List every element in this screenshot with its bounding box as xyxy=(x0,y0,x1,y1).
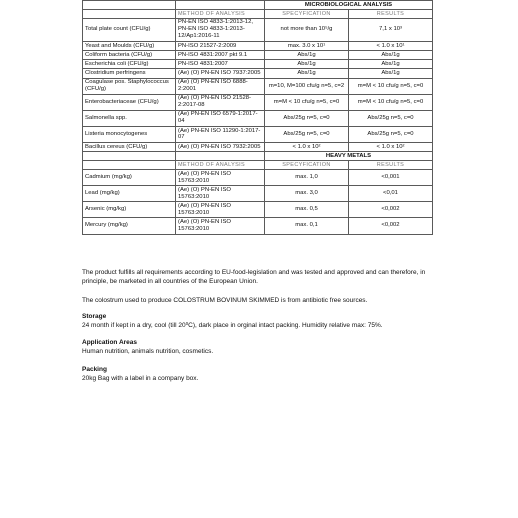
result-value: m=M < 10 cfu/g n=5, c=0 xyxy=(349,94,433,110)
analyte-name: Clostridium perfringens xyxy=(83,69,176,78)
micro-row xyxy=(83,41,433,50)
analyte-name: Coagulase pos. Staphylococcus (CFU/g) xyxy=(83,78,176,94)
result-value: Abs/1g xyxy=(349,60,433,69)
specification-value: Abs/1g xyxy=(265,69,349,78)
method-value: (Ae) PN-EN ISO 11290-1:2017-07 xyxy=(176,126,265,142)
metals-spec-header: SPECYFICATION xyxy=(265,161,349,170)
colostrum-note-text: The colostrum used to produce COLOSTRUM BOVINUM SKIMMED is from antibiotic free sources. xyxy=(82,297,368,304)
method-value: (Ae) (O) PN-EN ISO 21528-2:2017-08 xyxy=(176,94,265,110)
metals-header-row xyxy=(83,161,433,170)
storage-text: 24 month if kept in a dry, cool (till 20⁰C), dark place in orginal intact packing. Humidity relative max: 75%. xyxy=(82,322,383,330)
micro-row xyxy=(83,69,433,78)
method-value: (Ae) (O) PN-EN ISO 7932:2005 xyxy=(176,143,265,152)
blank-cell xyxy=(83,152,176,161)
specification-value: Abs/25g n=5, c=0 xyxy=(265,110,349,126)
micro-title-row xyxy=(83,1,433,10)
analyte-name: Lead (mg/kg) xyxy=(83,186,176,202)
analyte-name: Enterobacteriaceae (CFU/g) xyxy=(83,94,176,110)
specification-value: max. 0,5 xyxy=(265,202,349,218)
analyte-name: Cadmium (mg/kg) xyxy=(83,170,176,186)
method-value: (Ae) (O) PN-EN ISO 15763:2010 xyxy=(176,202,265,218)
micro-header-row xyxy=(83,10,433,19)
colostrum-note xyxy=(82,296,432,305)
application-section xyxy=(82,338,432,357)
application-text: Human nutrition, animals nutrition, cosmetics. xyxy=(82,348,214,356)
method-value: (Ae) (O) PN-EN ISO 7937:2005 xyxy=(176,69,265,78)
analyte-name: Escherichia coli (CFU/g) xyxy=(83,60,176,69)
result-value: Abs/25g n=5, c=0 xyxy=(349,110,433,126)
specification-value: m=M < 10 cfu/g n=5, c=0 xyxy=(265,94,349,110)
method-value: PN-ISO 4831:2007 pkt 9.1 xyxy=(176,51,265,60)
specification-value: max. 3,0 xyxy=(265,186,349,202)
micro-row xyxy=(83,51,433,60)
method-value: (Ae) (O) PN-EN ISO 6888-2:2001 xyxy=(176,78,265,94)
blank-cell xyxy=(83,1,176,10)
compliance-statement xyxy=(82,268,432,287)
micro-row xyxy=(83,110,433,126)
analyte-name: Salmonella spp. xyxy=(83,110,176,126)
specification-value: Abs/1g xyxy=(265,51,349,60)
micro-spec-header: SPECYFICATION xyxy=(265,10,349,19)
packing-text: 20kg Bag with a label in a company box. xyxy=(82,375,199,383)
analyte-name: Coliform bacteria (CFU/g) xyxy=(83,51,176,60)
micro-row xyxy=(83,60,433,69)
analysis-table xyxy=(82,0,433,235)
analyte-name: Total plate count (CFU/g) xyxy=(83,18,176,41)
micro-section-title: MICROBIOLOGICAL ANALYSIS xyxy=(265,1,433,10)
analyte-name: Bacillus cereus (CFU/g) xyxy=(83,143,176,152)
micro-row xyxy=(83,94,433,110)
method-value: (Ae) PN-EN ISO 6579-1:2017-04 xyxy=(176,110,265,126)
result-value: <0,002 xyxy=(349,218,433,234)
application-heading: Application Areas xyxy=(82,339,138,346)
result-value: < 1.0 x 10¹ xyxy=(349,41,433,50)
result-value: Abs/1g xyxy=(349,51,433,60)
result-value: <0,002 xyxy=(349,202,433,218)
metals-row xyxy=(83,218,433,234)
blank-cell xyxy=(83,10,176,19)
metals-row xyxy=(83,170,433,186)
micro-method-header: METHOD OF ANALYSIS xyxy=(176,10,265,19)
result-value: Abs/1g xyxy=(349,69,433,78)
specification-value: m=10, M=100 cfu/g n=5, c=2 xyxy=(265,78,349,94)
metals-section-title: HEAVY METALS xyxy=(265,152,433,161)
micro-result-header: RESULTS xyxy=(349,10,433,19)
analyte-name: Listeria monocytogenes xyxy=(83,126,176,142)
packing-section xyxy=(82,365,432,384)
micro-row xyxy=(83,78,433,94)
specification-value: Abs/1g xyxy=(265,60,349,69)
specification-value: < 1.0 x 10² xyxy=(265,143,349,152)
blank-cell xyxy=(176,152,265,161)
specification-value: not more than 10⁵/g xyxy=(265,18,349,41)
result-value: <0,001 xyxy=(349,170,433,186)
method-value: (Ae) (O) PN-EN ISO 15763:2010 xyxy=(176,218,265,234)
specification-value: Abs/25g n=5, c=0 xyxy=(265,126,349,142)
metals-title-row xyxy=(83,152,433,161)
analyte-name: Yeast and Moulds (CFU/g) xyxy=(83,41,176,50)
method-value: (Ae) (O) PN-EN ISO 15763:2010 xyxy=(176,186,265,202)
blank-cell xyxy=(176,1,265,10)
method-value: PN-EN ISO 4833-1:2013-12, PN-EN ISO 4833-1:2013-12/Ap1:2016-11 xyxy=(176,18,265,41)
metals-row xyxy=(83,202,433,218)
micro-row xyxy=(83,143,433,152)
result-value: < 1.0 x 10² xyxy=(349,143,433,152)
analyte-name: Mercury (mg/kg) xyxy=(83,218,176,234)
packing-heading: Packing xyxy=(82,366,107,373)
result-value: m=M < 10 cfu/g n=5, c=0 xyxy=(349,78,433,94)
method-value: PN-ISO 21527-2:2009 xyxy=(176,41,265,50)
method-value: PN-ISO 4831:2007 xyxy=(176,60,265,69)
specification-value: max. 0,1 xyxy=(265,218,349,234)
statement-text: The product fulfills all requirements according to EU-food-legislation and was tested and approved and can therefore, in principle, be marketed in all countries of the European Union. xyxy=(82,269,426,286)
storage-heading: Storage xyxy=(82,313,107,320)
metals-row xyxy=(83,186,433,202)
storage-section xyxy=(82,312,432,331)
micro-row xyxy=(83,18,433,41)
result-value: 7,1 x 10³ xyxy=(349,18,433,41)
metals-method-header: METHOD OF ANALYSIS xyxy=(176,161,265,170)
specification-value: max. 1,0 xyxy=(265,170,349,186)
metals-result-header: RESULTS xyxy=(349,161,433,170)
specification-value: max. 3.0 x 10¹ xyxy=(265,41,349,50)
method-value: (Ae) (O) PN-EN ISO 15763:2010 xyxy=(176,170,265,186)
micro-row xyxy=(83,126,433,142)
result-value: <0,01 xyxy=(349,186,433,202)
analyte-name: Arsenic (mg/kg) xyxy=(83,202,176,218)
blank-cell xyxy=(83,161,176,170)
result-value: Abs/25g n=5, c=0 xyxy=(349,126,433,142)
